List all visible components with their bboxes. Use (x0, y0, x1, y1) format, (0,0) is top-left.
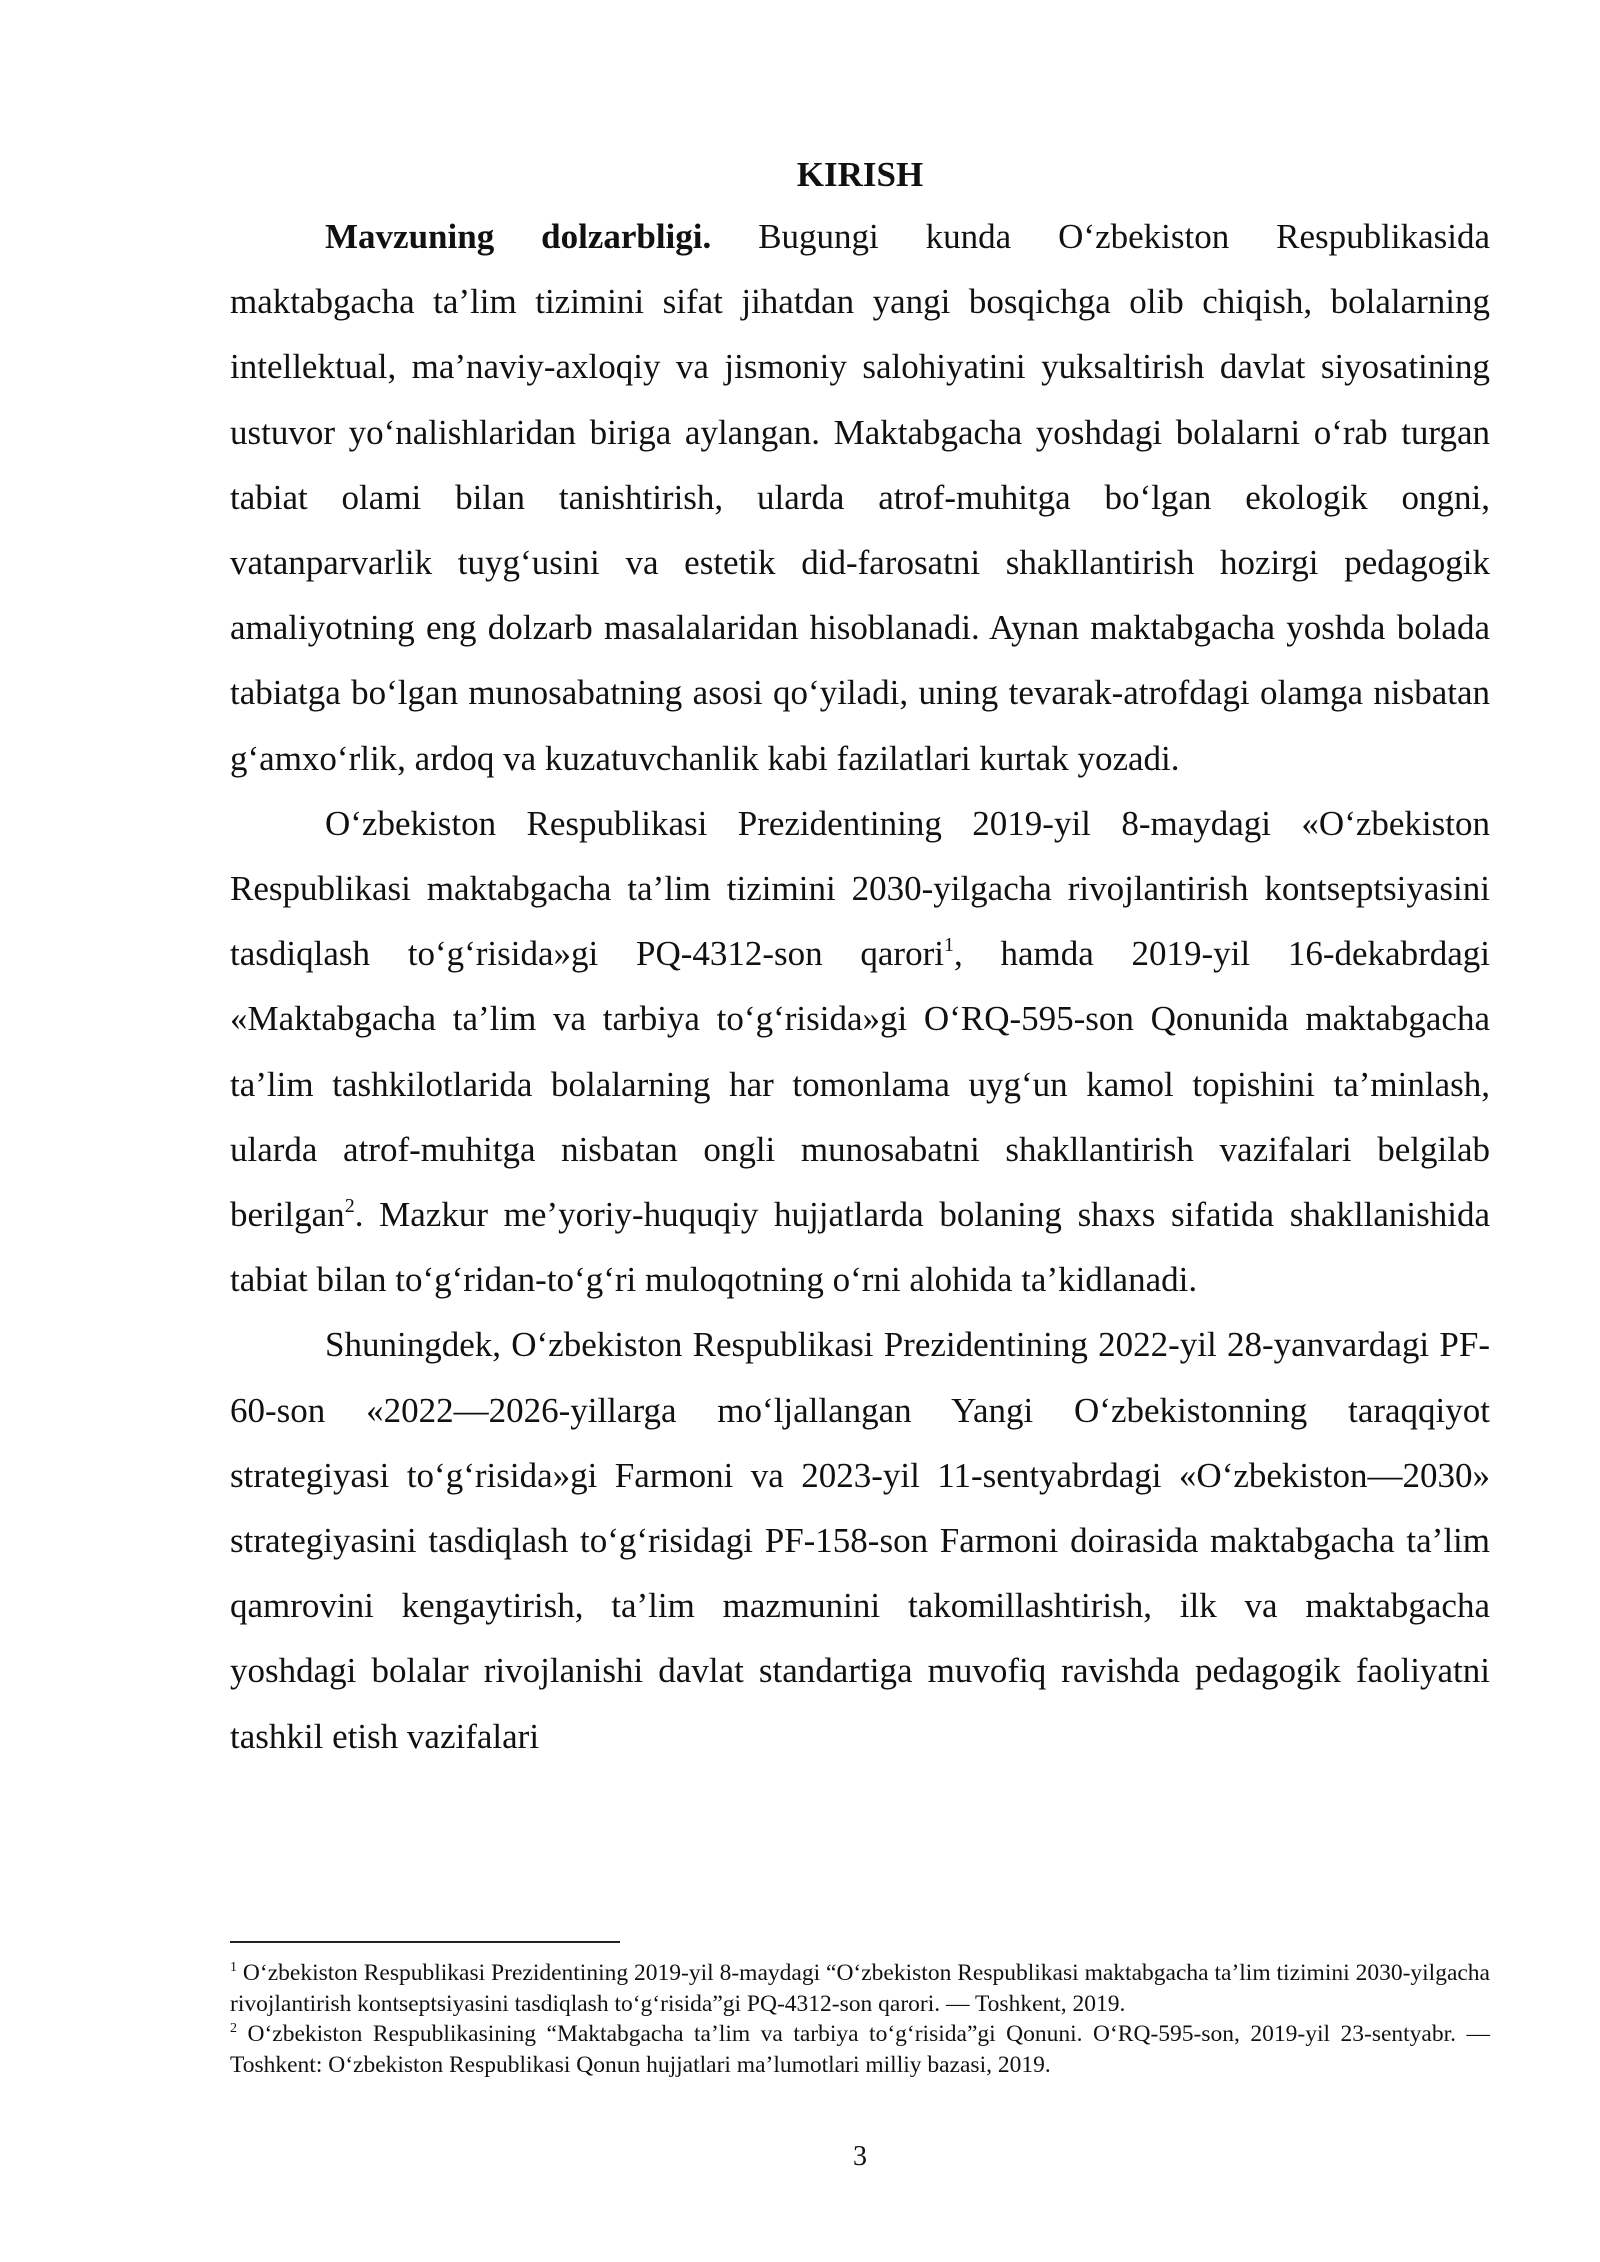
footnotes (230, 1958, 1490, 2080)
footnote-mark: 2 (230, 2021, 237, 2036)
paragraph-text: O‘zbekiston Respublikasi Prezidentining 2019-yil 8-maydagi «O‘zbekiston Respublikasi maktabgacha ta’lim tizimini 2030-yilgacha rivojlantirish kontseptsiyasini tasdiqlash to‘g‘risida»gi PQ-4312-son qarori (230, 803, 1490, 974)
footnote-reference[interactable]: 1 (943, 934, 954, 957)
section-heading: KIRISH (796, 155, 924, 194)
footnote-reference[interactable]: 2 (344, 1195, 355, 1218)
paragraph-lead: Mavzuning dolzarbligi. (325, 217, 712, 256)
footnote-text: O‘zbekiston Respublikasi Prezidentining 2019-yil 8-maydagi “O‘zbekiston Respublikasi maktabgacha ta’lim tizimini 2030-yilgacha rivojlantirish kontseptsiyasini tasdiqlash to‘g‘risida”gi PQ-4312-son qarori. — Toshkent, 2019. (230, 1960, 1490, 2017)
paragraph-text: Shuningdek, O‘zbekiston Respublikasi Prezidentining 2022-yil 28-yanvardagi PF-60-son «2022—2026-yillarga mo‘ljallangan Yangi O‘zbekistonning taraqqiyot strategiyasi to‘g‘risida»gi Farmoni va 2023-yil 11-sentyabrdagi «O‘zbekiston—2030» strategiyasini tasdiqlash to‘g‘risidagi PF-158-son Farmoni doirasida maktabgacha ta’lim qamrovini kengaytirish, ta’lim mazmunini takomillashtirish, ilk va maktabgacha yoshdagi bolalar rivojlanishi davlat standartiga muvofiq ravishda pedagogik faoliyatni tashkil etish vazifalari (230, 1325, 1490, 1756)
footnote-separator (230, 1941, 620, 1943)
footnote-text: O‘zbekiston Respublikasining “Maktabgacha ta’lim va tarbiya to‘g‘risida”gi Qonuni. O‘RQ-595-son, 2019-yil 23-sentyabr. — Toshkent: O‘zbekiston Respublikasi Qonun hujjatlari ma’lumotlari milliy bazasi, 2019. (230, 2021, 1490, 2078)
paragraph-text: . Mazkur me’yoriy-huquqiy hujjatlarda bolaning shaxs sifatida shakllanishida tabiat bilan to‘g‘ridan-to‘g‘ri muloqotning o‘rni alohida ta’kidlanadi. (230, 1195, 1490, 1300)
footnote-mark: 1 (230, 1960, 237, 1975)
page-number: 3 (853, 2141, 867, 2172)
paragraph-text: , hamda 2019-yil 16-dekabrdagi «Maktabgacha ta’lim va tarbiya to‘g‘risida»gi O‘RQ-595-son Qonunida maktabgacha ta’lim tashkilotlarida bolalarning har tomonlama uyg‘un kamol topishini ta’minlash, ularda atrof-muhitga nisbatan ongli munosabatni shakllantirish vazifalari belgilab berilgan (230, 934, 1490, 1235)
body-text (230, 204, 1490, 1769)
paragraph-relevance (230, 204, 1490, 791)
paragraph-legal-basis (230, 791, 1490, 1313)
footnote-item (230, 2019, 1490, 2080)
paragraph-text: Bugungi kunda O‘zbekiston Respublikasida maktabgacha ta’lim tizimini sifat jihatdan yangi bosqichga olib chiqish, bolalarning intellektual, ma’naviy-axloqiy va jismoniy salohiyatini yuksaltirish davlat siyosatining ustuvor yo‘nalishlaridan biriga aylangan. Maktabgacha yoshdagi bolalarni o‘rab turgan tabiat olami bilan tanishtirish, ularda atrof-muhitga bo‘lgan ekologik ongni, vatanparvarlik tuyg‘usini va estetik did-farosatni shakllantirish hozirgi pedagogik amaliyotning eng dolzarb masalalaridan hisoblanadi. Aynan maktabgacha yoshda bolada tabiatga bo‘lgan munosabatning asosi qo‘yiladi, uning tevarak-atrofdagi olamga nisbatan g‘amxo‘rlik, ardoq va kuzatuvchanlik kabi fazilatlari kurtak yozadi. (230, 217, 1490, 778)
footnote-item (230, 1958, 1490, 2019)
document-page (230, 150, 1490, 1769)
paragraph-strategy (230, 1312, 1490, 1768)
